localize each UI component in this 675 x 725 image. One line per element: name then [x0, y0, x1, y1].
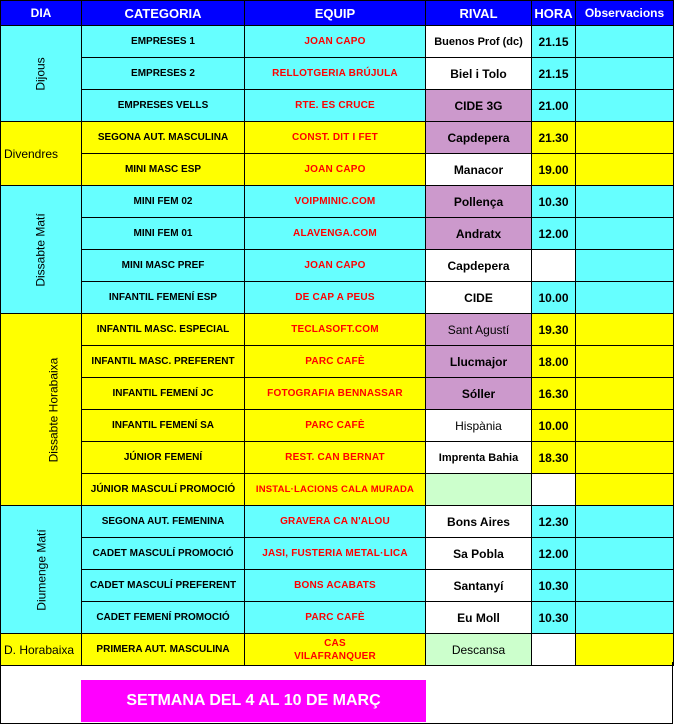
table-row [1, 506, 674, 538]
observacions-cell [576, 186, 674, 218]
categoria-cell: INFANTIL MASC. ESPECIAL [82, 314, 245, 346]
hora-cell: 21.15 [532, 26, 576, 58]
table-row [1, 90, 674, 122]
equip-cell: PARC CAFÈ [245, 410, 426, 442]
observacions-cell [576, 122, 674, 154]
equip-cell: TECLASOFT.COM [245, 314, 426, 346]
table-row [1, 154, 674, 186]
observacions-cell [576, 410, 674, 442]
equip-cell: RELLOTGERIA BRÚJULA [245, 58, 426, 90]
hora-cell: 10.00 [532, 282, 576, 314]
categoria-cell: EMPRESES 2 [82, 58, 245, 90]
categoria-cell: MINI MASC PREF [82, 250, 245, 282]
table-row [1, 186, 674, 218]
header-categoria: CATEGORIA [82, 1, 245, 26]
categoria-cell: INFANTIL FEMENÍ ESP [82, 282, 245, 314]
header-observacions: Observacions [576, 1, 674, 26]
equip-cell: BONS ACABATS [245, 570, 426, 602]
hora-cell [532, 474, 576, 506]
rival-cell: CIDE [426, 282, 532, 314]
table-row [1, 218, 674, 250]
table-row [1, 26, 674, 58]
hora-cell: 10.00 [532, 410, 576, 442]
rival-cell: Descansa [426, 634, 532, 666]
equip-cell [245, 634, 426, 666]
equip-cell: GRAVERA CA N'ALOU [245, 506, 426, 538]
categoria-cell: CADET MASCULÍ PROMOCIÓ [82, 538, 245, 570]
hora-cell: 19.00 [532, 154, 576, 186]
hora-cell: 16.30 [532, 378, 576, 410]
table-row [1, 346, 674, 378]
rival-cell: Llucmajor [426, 346, 532, 378]
observacions-cell [576, 58, 674, 90]
observacions-cell [576, 634, 674, 666]
day-cell-d-horabaixa: D. Horabaixa [1, 634, 82, 666]
observacions-cell [576, 154, 674, 186]
header-rival: RIVAL [426, 1, 532, 26]
table-row [1, 282, 674, 314]
categoria-cell: SEGONA AUT. FEMENINA [82, 506, 245, 538]
day-cell-divendres: Divendres [1, 122, 82, 186]
rival-cell: Eu Moll [426, 602, 532, 634]
categoria-cell: EMPRESES VELLS [82, 90, 245, 122]
equip-cell: JOAN CAPO [245, 250, 426, 282]
hora-cell: 18.30 [532, 442, 576, 474]
rival-cell: Biel i Tolo [426, 58, 532, 90]
table-row [1, 250, 674, 282]
hora-cell: 12.30 [532, 506, 576, 538]
categoria-cell: MINI MASC ESP [82, 154, 245, 186]
table-row [1, 314, 674, 346]
rival-cell: Hispània [426, 410, 532, 442]
categoria-cell: MINI FEM 01 [82, 218, 245, 250]
rival-cell: Capdepera [426, 250, 532, 282]
hora-cell: 12.00 [532, 218, 576, 250]
hora-cell: 10.30 [532, 602, 576, 634]
hora-cell: 10.30 [532, 570, 576, 602]
categoria-cell: INFANTIL FEMENÍ JC [82, 378, 245, 410]
table-row [1, 474, 674, 506]
hora-cell: 12.00 [532, 538, 576, 570]
equip-cell: RTE. ES CRUCE [245, 90, 426, 122]
hora-cell: 19.30 [532, 314, 576, 346]
equip-cell: PARC CAFÈ [245, 346, 426, 378]
rival-cell: Imprenta Bahia [426, 442, 532, 474]
hora-cell: 18.00 [532, 346, 576, 378]
table-row [1, 634, 674, 666]
rival-cell: Andratx [426, 218, 532, 250]
hora-cell: 21.15 [532, 58, 576, 90]
rival-cell: Buenos Prof (dc) [426, 26, 532, 58]
equip-cell: PARC CAFÈ [245, 602, 426, 634]
observacions-cell [576, 282, 674, 314]
observacions-cell [576, 346, 674, 378]
table-row [1, 442, 674, 474]
categoria-cell: MINI FEM 02 [82, 186, 245, 218]
categoria-cell: SEGONA AUT. MASCULINA [82, 122, 245, 154]
day-cell-diumenge-mati: Diumenge Matí [1, 506, 82, 634]
rival-cell: Sóller [426, 378, 532, 410]
observacions-cell [576, 250, 674, 282]
equip-cell: DE CAP A PEUS [245, 282, 426, 314]
observacions-cell [576, 90, 674, 122]
categoria-cell: PRIMERA AUT. MASCULINA [82, 634, 245, 666]
rival-cell: Capdepera [426, 122, 532, 154]
table-row [1, 122, 674, 154]
rival-cell: Manacor [426, 154, 532, 186]
equip-cell: VOIPMINIC.COM [245, 186, 426, 218]
table-row [1, 570, 674, 602]
observacions-cell [576, 538, 674, 570]
day-cell-dissabte-horabaixa: Dissabte Horabaixa [1, 314, 82, 506]
equip-cell: ALAVENGA.COM [245, 218, 426, 250]
observacions-cell [576, 26, 674, 58]
equip-text: CAS VILAFRANQUER [294, 637, 376, 662]
observacions-cell [576, 474, 674, 506]
categoria-cell: INFANTIL FEMENÍ SA [82, 410, 245, 442]
observacions-cell [576, 442, 674, 474]
equip-cell: JOAN CAPO [245, 154, 426, 186]
rival-cell: Santanyí [426, 570, 532, 602]
day-cell-dijous: Dijous [1, 26, 82, 122]
rival-cell: Pollença [426, 186, 532, 218]
week-banner: SETMANA DEL 4 AL 10 DE MARÇ [81, 680, 426, 722]
categoria-cell: JÚNIOR FEMENÍ [82, 442, 245, 474]
table-row [1, 538, 674, 570]
header-row [1, 1, 674, 26]
equip-cell: JOAN CAPO [245, 26, 426, 58]
rival-cell: CIDE 3G [426, 90, 532, 122]
header-dia: DIA [1, 1, 82, 26]
table-row [1, 378, 674, 410]
observacions-cell [576, 602, 674, 634]
hora-cell [532, 634, 576, 666]
day-cell-dissabte-mati: Dissabte Matí [1, 186, 82, 314]
hora-cell [532, 250, 576, 282]
header-hora: HORA [532, 1, 576, 26]
categoria-cell: CADET MASCULÍ PREFERENT [82, 570, 245, 602]
hora-cell: 21.00 [532, 90, 576, 122]
categoria-cell: INFANTIL MASC. PREFERENT [82, 346, 245, 378]
table-row [1, 602, 674, 634]
observacions-cell [576, 314, 674, 346]
categoria-cell: JÚNIOR MASCULÍ PROMOCIÓ [82, 474, 245, 506]
table-row [1, 58, 674, 90]
equip-cell: REST. CAN BERNAT [245, 442, 426, 474]
equip-cell: FOTOGRAFIA BENNASSAR [245, 378, 426, 410]
observacions-cell [576, 506, 674, 538]
observacions-cell [576, 570, 674, 602]
header-equip: EQUIP [245, 1, 426, 26]
equip-cell: INSTAL·LACIONS CALA MURADA [245, 474, 426, 506]
rival-cell: Bons Aires [426, 506, 532, 538]
categoria-cell: EMPRESES 1 [82, 26, 245, 58]
observacions-cell [576, 378, 674, 410]
rival-cell: Sa Pobla [426, 538, 532, 570]
equip-cell: CONST. DIT I FET [245, 122, 426, 154]
hora-cell: 21.30 [532, 122, 576, 154]
hora-cell: 10.30 [532, 186, 576, 218]
table-row [1, 410, 674, 442]
observacions-cell [576, 218, 674, 250]
equip-cell: JASI, FUSTERIA METAL·LICA [245, 538, 426, 570]
rival-cell: Sant Agustí [426, 314, 532, 346]
rival-cell [426, 474, 532, 506]
categoria-cell: CADET FEMENÍ PROMOCIÓ [82, 602, 245, 634]
